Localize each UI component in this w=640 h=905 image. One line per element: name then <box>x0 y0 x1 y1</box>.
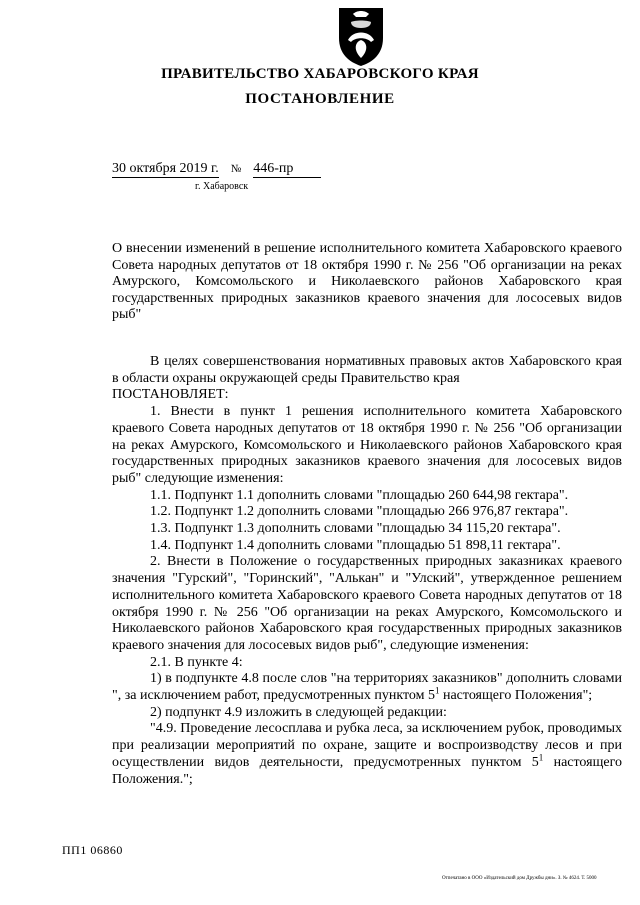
number-sign: № <box>230 163 242 175</box>
paragraph-1-3: 1.3. Подпункт 1.3 дополнить словами "площадью 34 115,20 гектара". <box>150 521 561 537</box>
paragraph-1-2: 1.2. Подпункт 1.2 дополнить словами "площадью 266 976,87 гектара". <box>150 504 569 520</box>
document-date: 30 октября 2019 г. <box>112 161 219 176</box>
printer-note: Отпечатано в ООО «Издательский дом Дружбы дни». З. № 4624. Т. 5000 <box>442 876 597 881</box>
paragraph-1-4: 1.4. Подпункт 1.4 дополнить словами "площадью 51 898,11 гектара". <box>150 537 561 553</box>
city: г. Хабаровск <box>195 181 249 192</box>
document-subject: О внесении изменений в решение исполнительного комитета Хабаровского краевого Совета народных депутатов от 18 октября 1990 г. № 256 "Об организации на реках Амурского, Комсомольского и Николаевского районов Хабаровского края государственных природных заказников краевого значения для лососевых видов рыб" <box>112 241 622 323</box>
paragraph-1: 1. Внести в пункт 1 решения исполнительного комитета Хабаровского краевого Совета народных депутатов от 18 октября 1990 г. № 256 "Об организации на реках Амурского, Комсомольского и Николаевского районов Хабаровского края государственных природных заказников краевого значения для лососевых видов рыб" следующие изменения: <box>112 404 622 486</box>
preamble: В целях совершенствования нормативных правовых актов Хабаровского края в области охраны окружающей среды Правительство края <box>112 354 622 386</box>
document-code: ПП1 06860 <box>62 843 123 857</box>
quoted-text: "4.9. Проведение лесосплава и рубка леса, за исключением рубок, проводимых при реализации мероприятий по охране, защите и воспроизводству лесов и при осуществлении видов деятельности, предусмотренных пунктом $5^1$ настоящего Положения."; <box>112 721 622 787</box>
item-1: 1) в подпункте 4.8 после слов "на территориях заказников" дополнить словами ", за исключением работ, предусмотренных пунктом $5^1$ настоящего Положения"; <box>112 671 622 704</box>
coat-of-arms-icon <box>331 4 391 68</box>
date-number-line <box>112 161 372 177</box>
paragraph-2-1: 2.1. В пункте 4: <box>150 654 243 670</box>
item-2: 2) подпункт 4.9 изложить в следующей редакции: <box>150 704 447 720</box>
document-number: 446-пр <box>253 161 321 178</box>
paragraph-1-1: 1.1. Подпункт 1.1 дополнить словами "площадью 260 644,98 гектара". <box>150 487 569 503</box>
resolves: ПОСТАНОВЛЯЕТ: <box>112 387 229 403</box>
document-body <box>112 354 622 788</box>
document-type: ПОСТАНОВЛЕНИЕ <box>245 91 395 107</box>
paragraph-2: 2. Внести в Положение о государственных природных заказниках краевого значения "Гурский", "Горинский", "Алькан" и "Улский", утвержденное решением исполнительного комитета Хабаровского краевого Совета народных депутатов от 18 октября 1990 г. № 256 "Об организации на реках Амурского, Комсомольского и Николаевского районов Хабаровского края государственных природных заказников краевого значения для лососевых видов рыб", следующие изменения: <box>112 554 622 653</box>
government-title: ПРАВИТЕЛЬСТВО ХАБАРОВСКОГО КРАЯ <box>161 66 479 82</box>
